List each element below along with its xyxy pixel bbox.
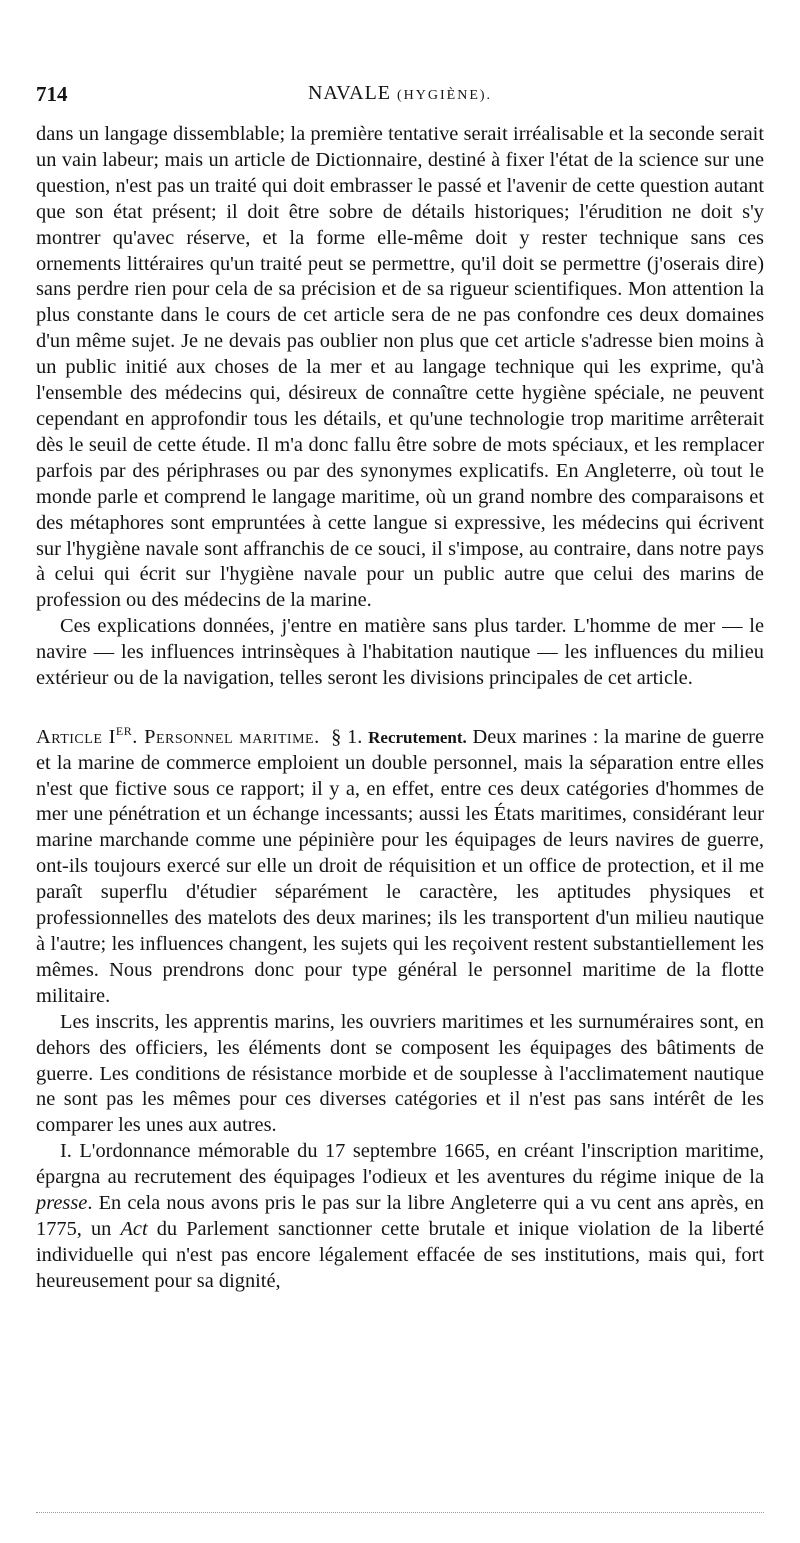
running-header <box>36 82 764 112</box>
paragraph-inscrits: Les inscrits, les apprentis marins, les ouvriers maritimes et les surnuméraires sont, en dehors des officiers, les éléments dont se composent les équipages des bâtiments de guerre. Les conditions de résistance morbide et de souplesse à l'acclimatement nautique ne sont pas les mêmes pour ces diverses catégories et il n'est pas sans intérêt de les comparer les unes aux autres. <box>36 1010 764 1137</box>
running-title-main: NAVALE <box>307 82 392 104</box>
italic-act: Act <box>120 1217 148 1240</box>
paragraph-ordonnance <box>36 1139 764 1294</box>
paragraph-continuation: dans un langage dissemblable; la première tentative serait irréalisable et la seconde serait un vain labeur; mais un article de Dictionnaire, destiné à fixer l'état de la science sur une question, n'est pas un traité qui doit embrasser le passé et l'avenir de cette question autant que son état présent; il doit être sobre de détails historiques; l'érudition ne doit s'y montrer qu'avec réserve, et la forme elle-même doit y rester technique sans ces ornements littéraires qu'un traité peut se permettre, qu'il doit se permettre (j'oserais dire) sans perdre rien pour cela de sa précision et de sa rigueur scientifiques. Mon attention la plus constante dans le cours de cet article sera de ne pas confondre ces deux domaines d'un même sujet. Je ne devais pas oublier non plus que cet article s'adresse bien moins à un public initié aux choses de la mer et au langage technique qui les exprime, qu'à l'ensemble des médecins qui, désireux de connaître cette hygiène spéciale, ne peuvent cependant en approfondir tous les détails, et qu'une technologie trop maritime arrêterait dès le seuil de cette étude. Il m'a donc fallu être sobre de mots spéciaux, et les remplacer parfois par des périphrases ou par des synonymes explicatifs. En Angleterre, où tout le monde parle et comprend le langage maritime, où un grand nombre des comparaisons et des métaphores sont empruntées à cette langue si expressive, les médecins qui écrivent sur l'hygiène navale sont affranchis de ce souci, il s'impose, au contraire, dans notre pays à celui qui écrit sur l'hygiène navale pour un public autre que celui des marins de profession ou des médecins de la marine. <box>36 123 764 612</box>
article-section-title: . Personnel maritime. <box>132 725 320 748</box>
page-number: 714 <box>36 82 68 106</box>
article-label: Article I <box>36 725 116 748</box>
paragraph-recrutement-text: Deux marines : la marine de guerre et la marine de commerce emploient un double personnel, mais la séparation entre elles n'est que fictive sous ce rapport; il y a, en effet, entre ces deux catégories d'hommes de mer une pénétration et un échange incessants; aussi les États maritimes, considérant leur marine marchande comme une pépinière pour les équipages de leurs navires de guerre, ont-ils toujours exercé sur elle un droit de réquisition et un office de protection, et il me paraît superflu d'étudier séparément le caractère, les aptitudes physiques et professionnelles des matelots des deux marines; ils les transportent d'un milieu nautique à l'autre; les influences changent, les sujets qui les reçoivent restent substantiellement les mêmes. Nous prendrons donc pour type général le personnel maritime de la flotte militaire. <box>36 725 764 1007</box>
article-heading <box>36 719 320 748</box>
paragraph-mark: § 1. <box>331 725 363 748</box>
footer-dotted-rule <box>36 1512 764 1513</box>
running-title-subject: (HYGIÈNE). <box>397 88 493 103</box>
italic-presse: presse <box>36 1192 88 1215</box>
article-number-suffix: er <box>115 719 133 739</box>
running-title <box>36 82 764 105</box>
paragraph-recrutement <box>36 717 764 1010</box>
paragraph-title: Recrutement. <box>368 727 467 747</box>
paragraph-divisions: Ces explications données, j'entre en matière sans plus tarder. L'homme de mer — le navire — les influences intrinsèques à l'habitation nautique — les influences du milieu extérieur ou de la navigation, telles seront les divisions principales de cet article. <box>36 615 764 690</box>
page-body <box>36 122 764 1295</box>
section-gap <box>36 692 764 717</box>
ordonnance-text-c: du Parlement sanctionner cette brutale et inique violation de la liberté individuelle qui n'est pas encore légalement effacée de ses institutions, mais qui, fort heureusement pour sa dignité, <box>36 1217 764 1292</box>
ordonnance-text-b: . En cela nous avons pris le pas sur la libre Angleterre qui a vu cent ans après, en 1775, un <box>36 1192 764 1240</box>
ordonnance-text-a: I. L'ordonnance mémorable du 17 septembre 1665, en créant l'inscription maritime, épargna au recrutement des équipages l'odieux et les aventures du régime inique de la <box>36 1140 764 1189</box>
